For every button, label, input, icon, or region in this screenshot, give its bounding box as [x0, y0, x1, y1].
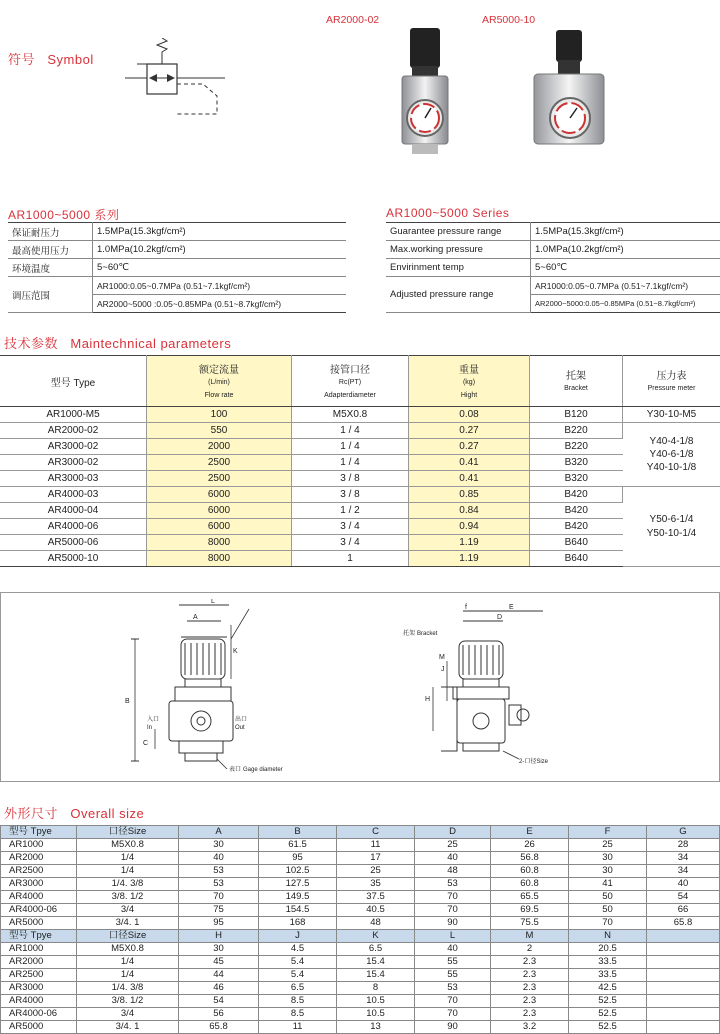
spec-label: 环境温度	[8, 259, 93, 277]
spec-value: AR2000~5000 :0.05~0.85MPa (0.51~8.7kgf/cm²)	[93, 295, 347, 313]
spec-value: 1.0MPa(10.2kgf/cm²)	[93, 241, 347, 259]
dims-table-2	[0, 929, 720, 1034]
spec-label: 调压范围	[8, 277, 93, 313]
bracket-label-en: Bracket	[417, 631, 438, 637]
dims-header-row: 型号 Tpye 口径Size H J K L M N	[1, 930, 720, 943]
outlet-cn: 出口	[235, 717, 248, 723]
dims-title	[4, 803, 144, 822]
dims-row: AR2500 1/4 44 5.4 15.4 55 2.3 33.5	[1, 969, 720, 982]
params-row: AR4000-06 6000 3 / 4 0.94 B420	[0, 519, 720, 535]
params-row: AR3000-02 2500 1 / 4 0.41 B320	[0, 455, 720, 471]
spec-label: 最高使用压力	[8, 241, 93, 259]
params-header-row	[0, 356, 720, 407]
spec-value: 5~60℃	[93, 259, 347, 277]
dims-row: AR4000 3/8. 1/2 54 8.5 10.5 70 2.3 52.5	[1, 995, 720, 1008]
size-label: 2-口径Size	[519, 759, 549, 765]
dims-row: AR2000 1/4 40 95 17 40 56.8 30 34	[1, 852, 720, 865]
spec-row	[386, 277, 720, 295]
symbol-title-cn: 符号	[8, 52, 36, 67]
spec-label: Max.working pressure	[386, 241, 531, 259]
dims-row: AR4000-06 3/4 75 154.5 40.5 70 69.5 50 66	[1, 904, 720, 917]
svg-text:B: B	[125, 698, 130, 705]
params-row: AR3000-02 2000 1 / 4 0.27 B220	[0, 439, 720, 455]
dims-row: AR4000 3/8. 1/2 70 149.5 37.5 70 65.5 50 54	[1, 891, 720, 904]
series-cn-title: AR1000~5000 系列	[8, 208, 120, 222]
front-view-drawing	[119, 599, 319, 775]
params-row: AR2000-02 550 1 / 4 0.27 B220 Y40-4-1/8 Y40-6-1/8 Y40-10-1/8	[0, 423, 720, 439]
inlet-cn: 入口	[147, 717, 160, 723]
spec-value: 5~60℃	[531, 259, 720, 277]
dims-row: AR4000-06 3/4 56 8.5 10.5 70 2.3 52.5	[1, 1008, 720, 1021]
gauge-cell: Y50-6-1/4 Y50-10-1/4	[623, 487, 720, 567]
spec-value: AR1000:0.05~0.7MPa (0.51~7.1kgf/cm²)	[531, 277, 720, 295]
svg-text:H: H	[425, 696, 431, 703]
spec-value: 1.0MPa(10.2kgf/cm²)	[531, 241, 720, 259]
svg-text:f: f	[465, 604, 467, 611]
outlet-en: Out	[235, 725, 245, 731]
dims-row: AR2500 1/4 53 102.5 25 48 60.8 30 34	[1, 865, 720, 878]
svg-text:C: C	[143, 740, 149, 747]
params-title-cn: 技术参数	[4, 336, 59, 351]
spec-row	[386, 223, 720, 241]
dims-row: AR5000 3/4. 1 95 168 48 90 75.5 70 65.8	[1, 917, 720, 930]
spec-label: Adjusted pressure range	[386, 277, 531, 313]
params-row: AR4000-04 6000 1 / 2 0.84 B420	[0, 503, 720, 519]
series-en-table	[386, 222, 720, 313]
model-label-left: AR2000-02	[326, 14, 380, 26]
svg-text:M: M	[439, 654, 445, 661]
params-title	[4, 333, 231, 352]
svg-text:A: A	[193, 614, 198, 621]
dims-title-cn: 外形尺寸	[4, 806, 59, 821]
params-table	[0, 355, 720, 567]
spec-label: 保证耐压力	[8, 223, 93, 241]
gauge-cell: Y40-4-1/8 Y40-6-1/8 Y40-10-1/8	[623, 423, 720, 487]
svg-text:L: L	[211, 599, 215, 605]
params-row: AR1000-M5 100 M5X0.8 0.08 B120 Y30-10-M5	[0, 407, 720, 423]
params-title-en: Maintechnical parameters	[70, 336, 232, 351]
inlet-en: In	[147, 725, 153, 731]
side-view-drawing	[393, 601, 573, 773]
col-header-model: 型号 Type	[0, 356, 147, 407]
svg-text:D: D	[497, 614, 503, 621]
col-header-weight: 重量 (kg) Hight	[409, 356, 530, 407]
spec-value: AR2000~5000:0.05~0.85MPa (0.51~8.7kgf/cm²)	[531, 295, 720, 313]
ar2000-product-image	[398, 28, 458, 156]
spec-label: Envirinment temp	[386, 259, 531, 277]
spec-row	[386, 241, 720, 259]
dims-row: AR3000 1/4. 3/8 46 6.5 8 53 2.3 42.5	[1, 982, 720, 995]
spec-value: 1.5MPa(15.3kgf/cm²)	[531, 223, 720, 241]
model-label-right: AR5000-10	[482, 14, 536, 26]
spec-row	[386, 259, 720, 277]
svg-text:E: E	[509, 604, 514, 611]
dims-row: AR5000 3/4. 1 65.8 11 13 90 3.2 52.5	[1, 1021, 720, 1034]
spec-value: AR1000:0.05~0.7MPa (0.51~7.1kgf/cm²)	[93, 277, 347, 295]
dims-header-row: 型号 Tpye 口径Size A B C D E F G	[1, 826, 720, 839]
col-header-gauge: 压力表 Pressure meter	[623, 356, 720, 407]
gauge-cell: Y30-10-M5	[623, 407, 720, 423]
params-row: AR3000-03 2500 3 / 8 0.41 B320	[0, 471, 720, 487]
dims-table-1	[0, 825, 720, 930]
spec-row	[8, 277, 346, 295]
svg-text:J: J	[441, 666, 445, 673]
col-header-flow: 额定流量 (L/min) Flow rate	[147, 356, 292, 407]
spec-label: Guarantee pressure range	[386, 223, 531, 241]
gage-label-en: Gage diameter	[243, 767, 283, 773]
series-cn-table	[8, 222, 346, 313]
dims-title-en: Overall size	[70, 806, 145, 821]
params-row: AR5000-06 8000 3 / 4 1.19 B640	[0, 535, 720, 551]
dims-row: AR3000 1/4. 3/8 53 127.5 35 53 60.8 41 40	[1, 878, 720, 891]
gage-label-cn: 表口	[229, 767, 242, 773]
ar5000-product-image	[528, 30, 608, 152]
bracket-label-cn: 托架	[403, 631, 416, 637]
dimension-drawing-frame	[0, 592, 720, 782]
dims-row: AR1000 M5X0.8 30 61.5 11 25 26 25 28	[1, 839, 720, 852]
spec-row	[8, 223, 346, 241]
regulator-symbol-icon	[125, 38, 230, 120]
dims-row: AR2000 1/4 45 5.4 15.4 55 2.3 33.5	[1, 956, 720, 969]
col-header-port: 接管口径 Rc(PT) Adapterdiameter	[292, 356, 409, 407]
svg-text:K: K	[233, 648, 238, 655]
spec-row	[8, 259, 346, 277]
params-row: AR5000-10 8000 1 1.19 B640	[0, 551, 720, 567]
spec-row	[8, 241, 346, 259]
dims-row: AR1000 M5X0.8 30 4.5 6.5 40 2 20.5	[1, 943, 720, 956]
symbol-title-en: Symbol	[47, 52, 94, 67]
symbol-title	[8, 49, 94, 68]
spec-value: 1.5MPa(15.3kgf/cm²)	[93, 223, 347, 241]
params-row: AR4000-03 6000 3 / 8 0.85 B420 Y50-6-1/4 Y50-10-1/4	[0, 487, 720, 503]
col-header-bracket: 托架 Bracket	[530, 356, 623, 407]
series-en-title: AR1000~5000 Series	[386, 206, 510, 220]
